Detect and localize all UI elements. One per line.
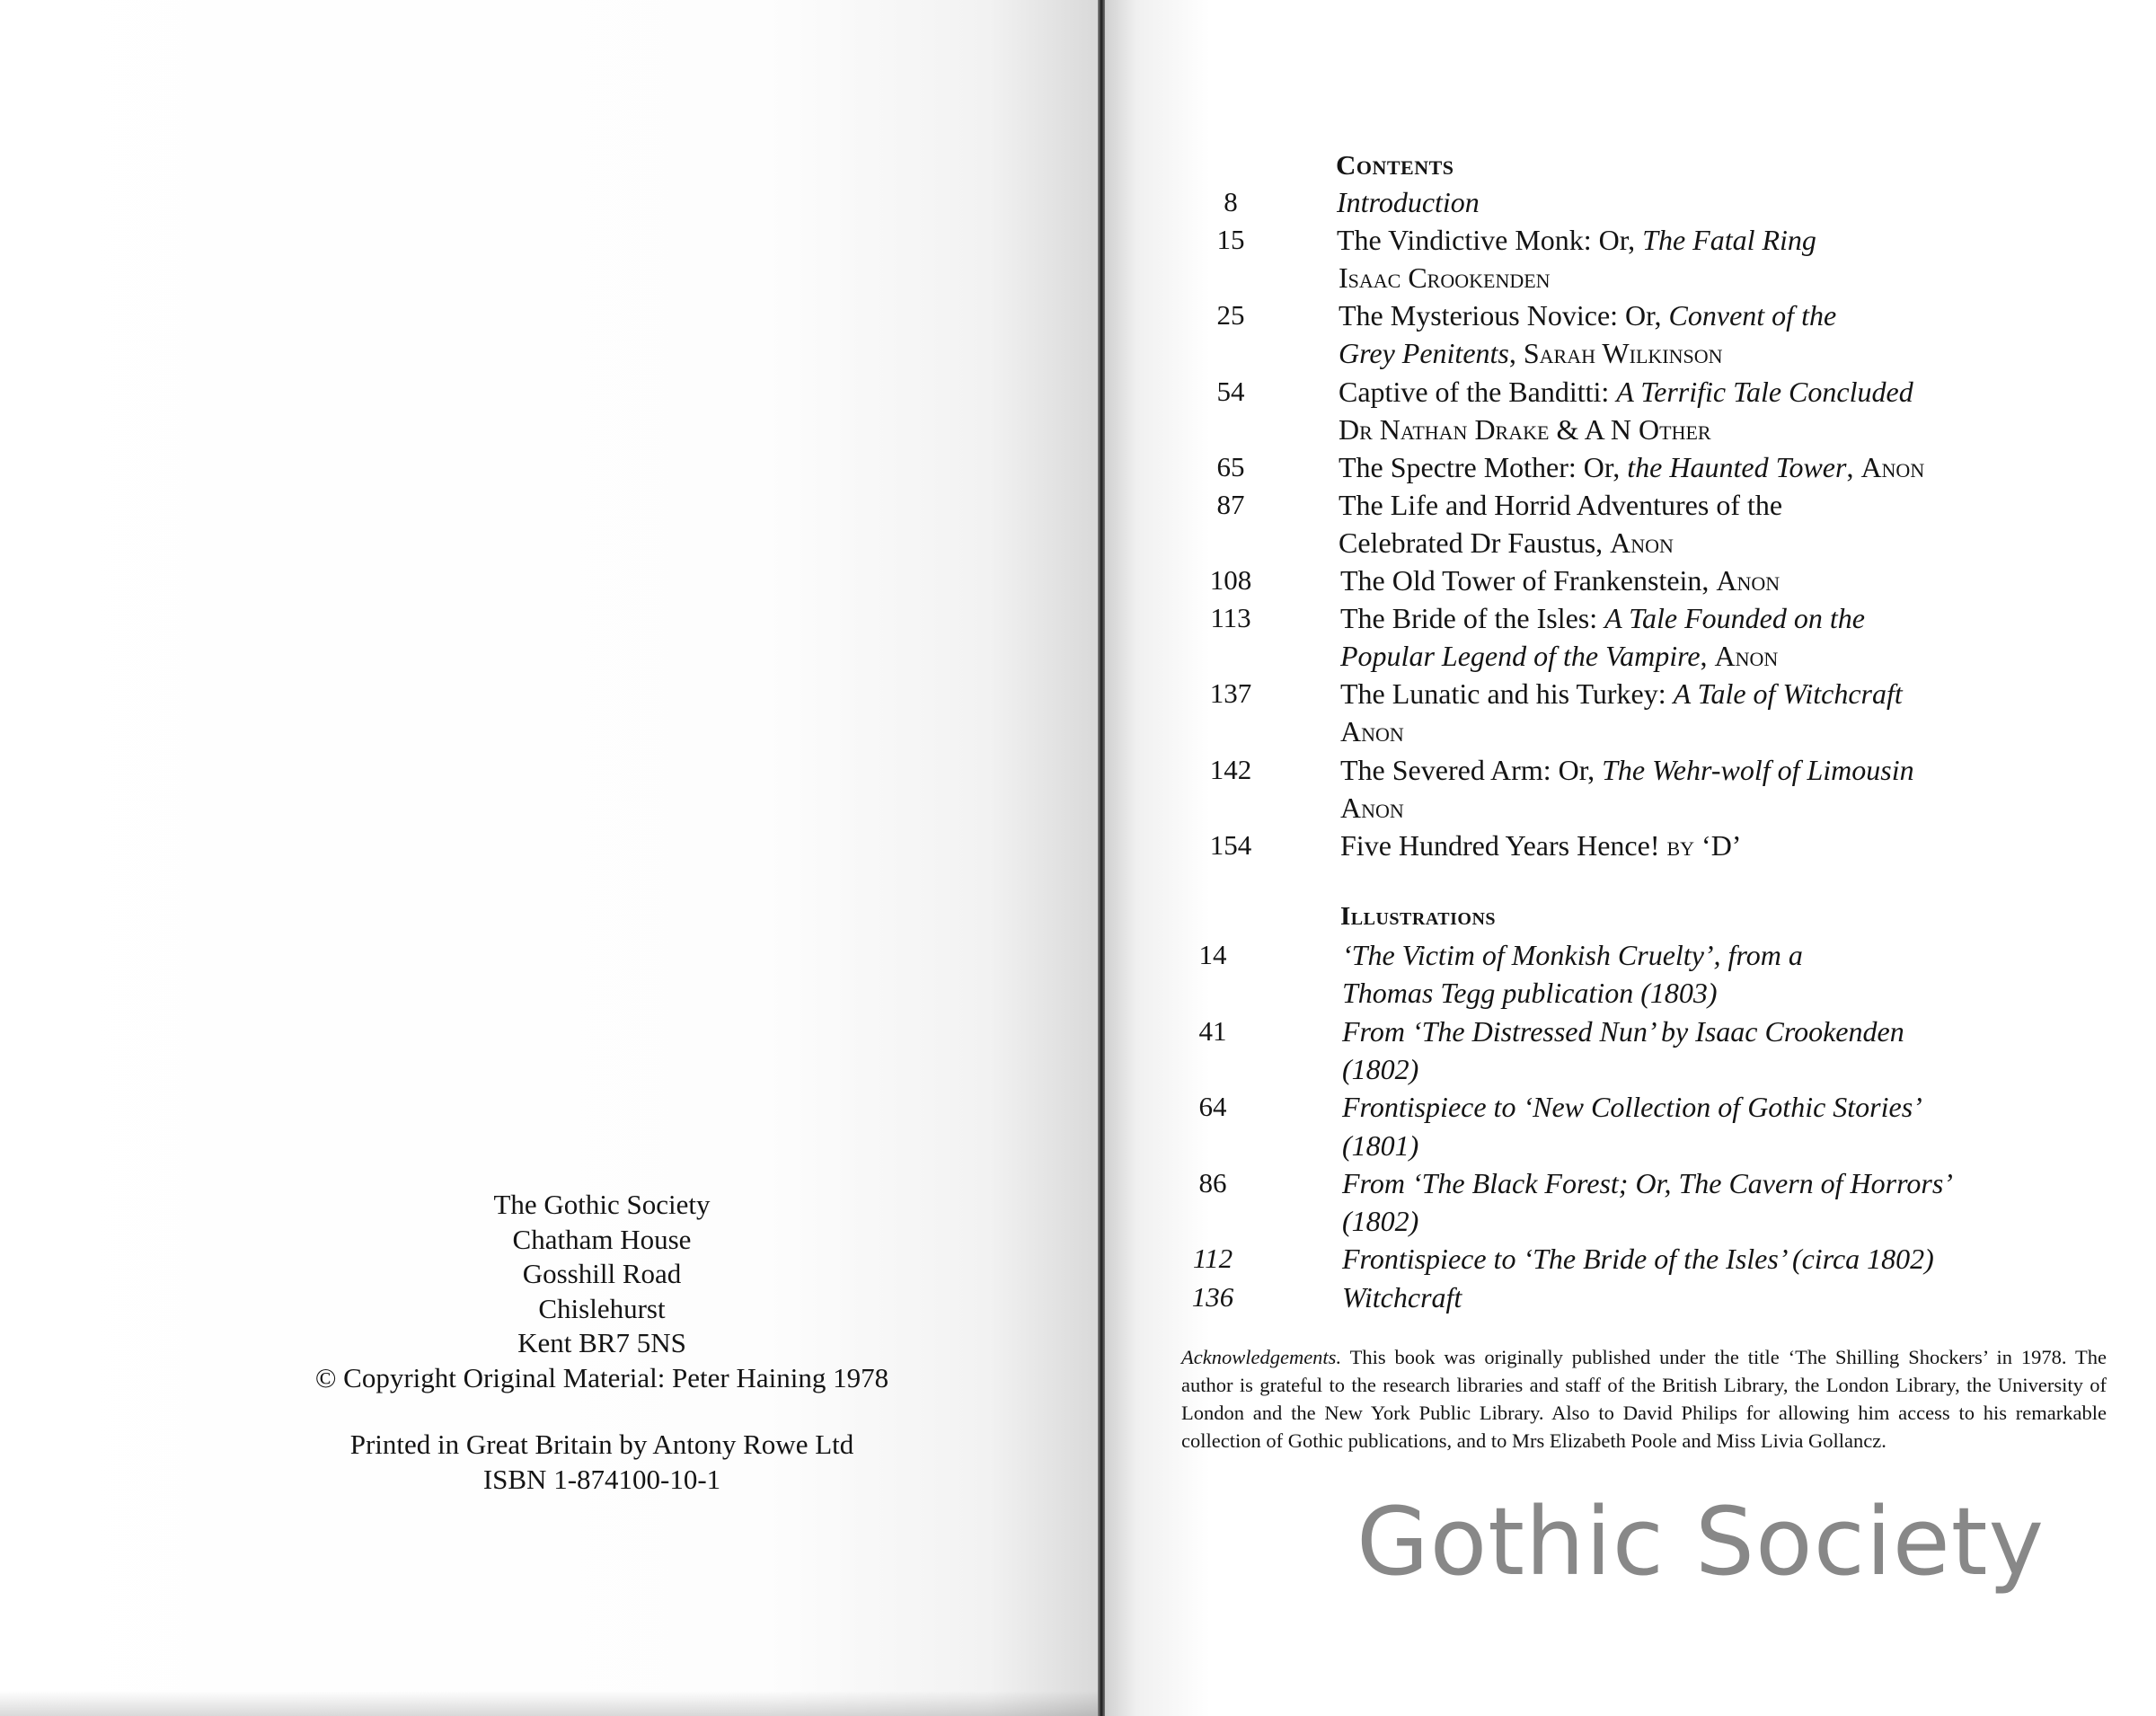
illustration-page-number: 136 xyxy=(1191,1280,1234,1313)
contents-page-number: 137 xyxy=(1209,677,1252,710)
illustration-page-number: 14 xyxy=(1198,939,1227,970)
contents-entry xyxy=(1339,448,1924,486)
illustration-page-number: 86 xyxy=(1198,1166,1227,1199)
contents-page-number: 142 xyxy=(1209,753,1252,785)
illustration-entry: ‘The Victim of Monkish Cruelty’, from a xyxy=(1342,939,1803,971)
author-name: Isaac Crookenden xyxy=(1339,261,1551,295)
illustration-page-number: 112 xyxy=(1192,1243,1233,1275)
illustration-page-number: 64 xyxy=(1198,1091,1227,1123)
contents-entry xyxy=(1339,259,1551,296)
acknowledgements xyxy=(1181,1343,2107,1455)
illustration-entry: From ‘The Distressed Nun’ by Isaac Crookenden xyxy=(1342,1014,1904,1048)
watermark-text: Gothic Society xyxy=(1356,1487,2046,1597)
entry-text: The Severed Arm: Or, xyxy=(1340,753,1603,786)
italic-title: Popular Legend of the Vampire xyxy=(1340,640,1701,673)
entry-text: The Bride of the Isles: xyxy=(1340,602,1605,635)
contents-page-number: 108 xyxy=(1209,564,1252,596)
contents-page-number: 87 xyxy=(1216,488,1245,520)
contents-page-number: 65 xyxy=(1216,450,1245,482)
contents-entry xyxy=(1340,789,1404,827)
illustration-entry: From ‘The Black Forest; Or, The Cavern of Horrors’ xyxy=(1342,1166,1953,1199)
illustration-entry: (1802) xyxy=(1342,1052,1419,1085)
illustration-entry: Frontispiece to ‘The Bride of the Isles’ (circa 1802) xyxy=(1342,1243,1934,1276)
illustration-entry: (1802) xyxy=(1342,1205,1419,1238)
book-gutter xyxy=(1098,0,1105,1716)
contents-page-number: 15 xyxy=(1216,224,1245,256)
author-name: Anon xyxy=(1340,791,1404,824)
illustrations-heading: Illustrations xyxy=(1340,902,1497,931)
italic-title: Convent of the xyxy=(1668,299,1837,332)
illustration-entry: (1801) xyxy=(1342,1128,1419,1162)
contents-heading: Contents xyxy=(1336,149,1454,181)
italic-title: Grey Penitents xyxy=(1339,337,1509,370)
contents-entry xyxy=(1339,411,1711,448)
copyright-line: © Copyright Original Material: Peter Haining 1978 xyxy=(314,1361,889,1393)
contents-entry xyxy=(1340,827,1741,864)
italic-title: A Terrific Tale Concluded xyxy=(1616,375,1913,408)
imprint-line: Gosshill Road xyxy=(522,1258,682,1289)
italic-title: A Tale Founded on the xyxy=(1604,602,1865,635)
contents-entry xyxy=(1340,562,1780,599)
illustration-entry: Thomas Tegg publication (1803) xyxy=(1342,977,1718,1010)
contents-page-number: 54 xyxy=(1216,375,1245,407)
entry-text: The Vindictive Monk: Or, xyxy=(1337,224,1643,257)
illustration-page-number: 41 xyxy=(1198,1014,1227,1047)
contents-page-number: 8 xyxy=(1224,186,1238,217)
contents-entry xyxy=(1339,296,1836,334)
author-name: Dr Nathan Drake & A N Other xyxy=(1339,412,1711,446)
author-name: Anon xyxy=(1716,564,1780,597)
imprint-line: Chislehurst xyxy=(538,1292,666,1324)
contents-page-number: 113 xyxy=(1210,602,1251,634)
contents-page-number: 25 xyxy=(1216,299,1245,332)
contents-entry xyxy=(1339,486,1782,524)
entry-text: Five Hundred Years Hence! xyxy=(1340,828,1667,862)
entry-text: , xyxy=(1508,337,1524,370)
contents-entry xyxy=(1340,712,1404,750)
entry-text: , xyxy=(1700,640,1715,673)
contents-entry xyxy=(1339,524,1674,562)
contents-page-number: 154 xyxy=(1209,828,1252,861)
author-name: Anon xyxy=(1860,450,1925,483)
contents-entry xyxy=(1339,373,1913,411)
italic-title: A Tale of Witchcraft xyxy=(1673,677,1903,711)
author-name: Anon xyxy=(1340,715,1404,748)
italic-title: The Fatal Ring xyxy=(1642,224,1816,257)
entry-text: The Spectre Mother: Or, xyxy=(1339,450,1628,483)
right-page xyxy=(1105,0,2156,1716)
italic-title: The Wehr-wolf of Limousin xyxy=(1602,753,1914,786)
acknowledgements-text: This book was originally published under the title ‘The Shilling Shockers’ in 1978. The author is grateful to the research libraries and staff of the British Library, the London Library, the University of London and the New York Public Library. Also to David Philips for allowing him access to his remarkable collection of Gothic publications, and to Mrs Elizabeth Poole and Miss Livia Gollancz. xyxy=(1181,1346,2107,1452)
entry-text: ‘D’ xyxy=(1694,828,1742,862)
entry-text: The Old Tower of Frankenstein, xyxy=(1340,564,1717,597)
illustration-entry: Frontispiece to ‘New Collection of Gothic Stories’ xyxy=(1342,1091,1922,1124)
contents-entry xyxy=(1340,675,1903,712)
publisher-imprint xyxy=(270,1188,934,1497)
entry-text: , xyxy=(1846,450,1861,483)
contents-entry xyxy=(1337,221,1816,259)
entry-text: Celebrated Dr Faustus, xyxy=(1339,526,1611,559)
entry-text: Captive of the Banditti: xyxy=(1339,375,1617,408)
illustration-entry: Witchcraft xyxy=(1342,1280,1462,1314)
imprint-line: The Gothic Society xyxy=(493,1189,711,1220)
author-name: Anon xyxy=(1714,640,1779,673)
italic-title: the Haunted Tower xyxy=(1627,450,1847,483)
contents-entry xyxy=(1339,334,1723,372)
imprint-line: Chatham House xyxy=(512,1223,692,1255)
contents-entry xyxy=(1340,637,1778,675)
author-name: Sarah Wilkinson xyxy=(1523,337,1723,370)
contents-entry xyxy=(1340,599,1865,637)
author-name: by xyxy=(1666,828,1695,862)
contents-entry xyxy=(1340,751,1914,789)
entry-text: The Mysterious Novice: Or, xyxy=(1339,299,1669,332)
isbn-line: ISBN 1-874100-10-1 xyxy=(482,1463,721,1495)
italic-title: Introduction xyxy=(1337,186,1480,218)
acknowledgements-label: Acknowledgements. xyxy=(1181,1346,1342,1368)
entry-text: The Life and Horrid Adventures of the xyxy=(1339,488,1783,521)
entry-text: The Lunatic and his Turkey: xyxy=(1340,677,1674,711)
imprint-line: Kent BR7 5NS xyxy=(517,1327,686,1358)
author-name: Anon xyxy=(1610,526,1674,559)
contents-entry xyxy=(1337,183,1480,221)
printer-line: Printed in Great Britain by Antony Rowe Ltd xyxy=(349,1429,854,1460)
